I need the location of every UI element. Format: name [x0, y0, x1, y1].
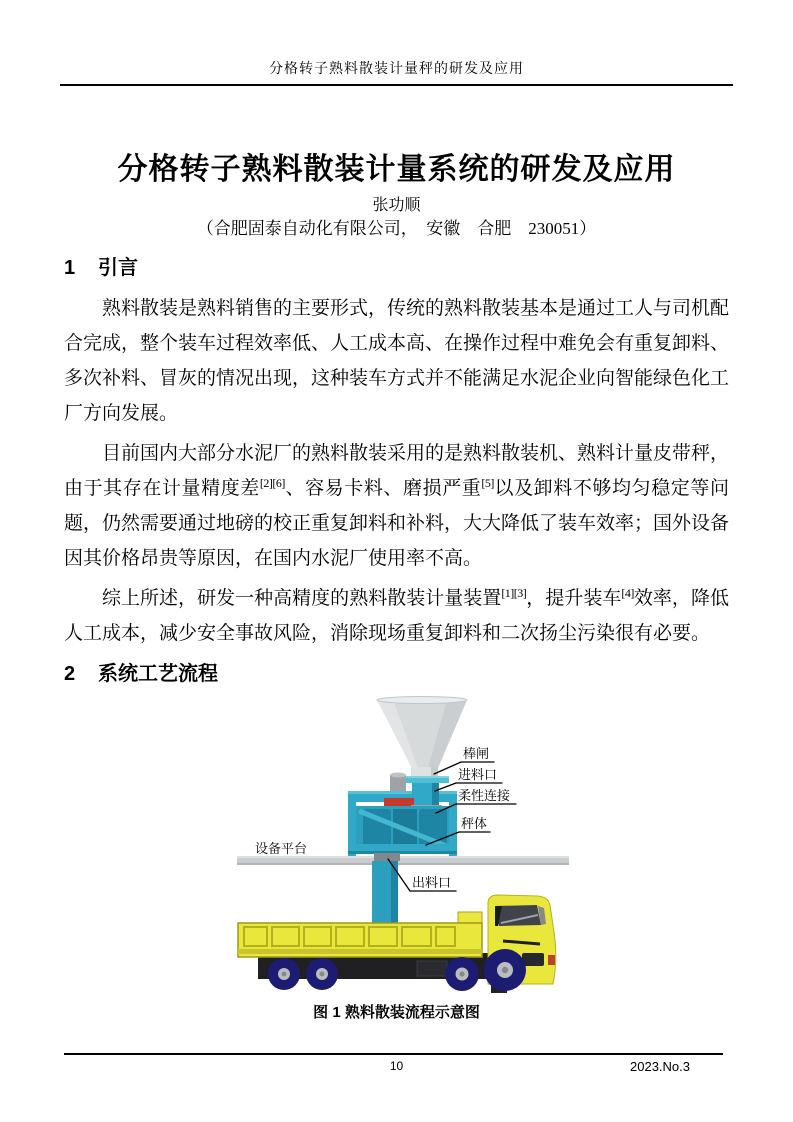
paragraph-3 — [64, 581, 729, 651]
section-1-text — [64, 291, 729, 651]
weigher-machine-graphic — [348, 773, 457, 857]
scale-body-label: 秤体 — [461, 816, 488, 831]
equipment-platform-graphic — [237, 856, 569, 865]
feed-inlet-label: 进料口 — [458, 767, 498, 782]
author-name: 张功顺 — [372, 197, 421, 214]
section-title: 引言 — [98, 257, 138, 279]
citation-ref: [4] — [621, 586, 634, 600]
section-number: 2 — [64, 663, 76, 685]
section-number: 1 — [64, 257, 76, 279]
section-heading-1 — [64, 254, 729, 282]
page-title: 分格转子熟料散装计量系统的研发及应用 — [117, 153, 676, 187]
citation-ref: [2][6] — [259, 476, 285, 490]
flexible-connection-label: 柔性连接 — [458, 788, 511, 803]
paragraph-3-text: ，提升装车 — [526, 588, 622, 609]
author-affiliation: （合肥固泰自动化有限公司， 安徽 合肥 230051） — [196, 219, 597, 238]
section-heading-2 — [64, 660, 729, 688]
paragraph-2 — [64, 436, 729, 576]
discharge-chute-graphic — [372, 853, 400, 923]
figure-1 — [235, 694, 570, 1000]
discharge-outlet-label: 出料口 — [412, 875, 452, 890]
paragraph-3-text: 综上所述，研发一种高精度的熟料散装计量装置 — [102, 588, 502, 609]
paragraph-1: 熟料散装是熟料销售的主要形式，传统的熟料散装基本是通过工人与司机配合完成，整个装车过程效率低、人工成本高、在操作过程中难免会有重复卸料、多次补料、冒灰的情况出现，这种装车方式并不能满足水泥企业向智能绿色化工厂方向发展。 — [64, 298, 730, 424]
article-body — [64, 254, 729, 688]
paragraph-2-text: 以及卸料不够均匀稳定等问题，仍然需要通过地磅的校正重复卸料和补料，大大降低了装车效率；国外设备因其价格昂贵等原因，在国内水泥厂使用率不高。 — [64, 478, 730, 569]
paragraph-2-text: 、容易卡料、磨损严重 — [284, 478, 482, 499]
running-header: 分格转子熟料散装计量秤的研发及应用 — [269, 62, 524, 77]
header-rule — [60, 84, 733, 86]
footer-issue: 2023.No.3 — [630, 1059, 690, 1074]
callout-equipment-platform — [255, 841, 307, 856]
equipment-platform-label: 设备平台 — [255, 841, 308, 856]
footer-page-number: 10 — [389, 1059, 404, 1073]
rod-gate-label: 棒闸 — [463, 746, 490, 761]
footer-rule — [64, 1053, 723, 1055]
clinker-loading-diagram — [235, 694, 570, 1000]
citation-ref: [1][3] — [501, 586, 527, 600]
section-title: 系统工艺流程 — [98, 663, 218, 685]
citation-ref: [5] — [481, 476, 494, 490]
paragraph-3-text: 效率，降低人工成本，减少安全事故风险，消除现场重复卸料和二次扬尘污染很有必要。 — [64, 588, 729, 644]
paragraph-2-text: 目前国内大部分水泥厂的熟料散装采用的是熟料散装机、熟料计量皮带秤，由于其存在计量精度差 — [64, 443, 730, 499]
figure-caption: 图 1 熟料散装流程示意图 — [313, 1004, 480, 1021]
